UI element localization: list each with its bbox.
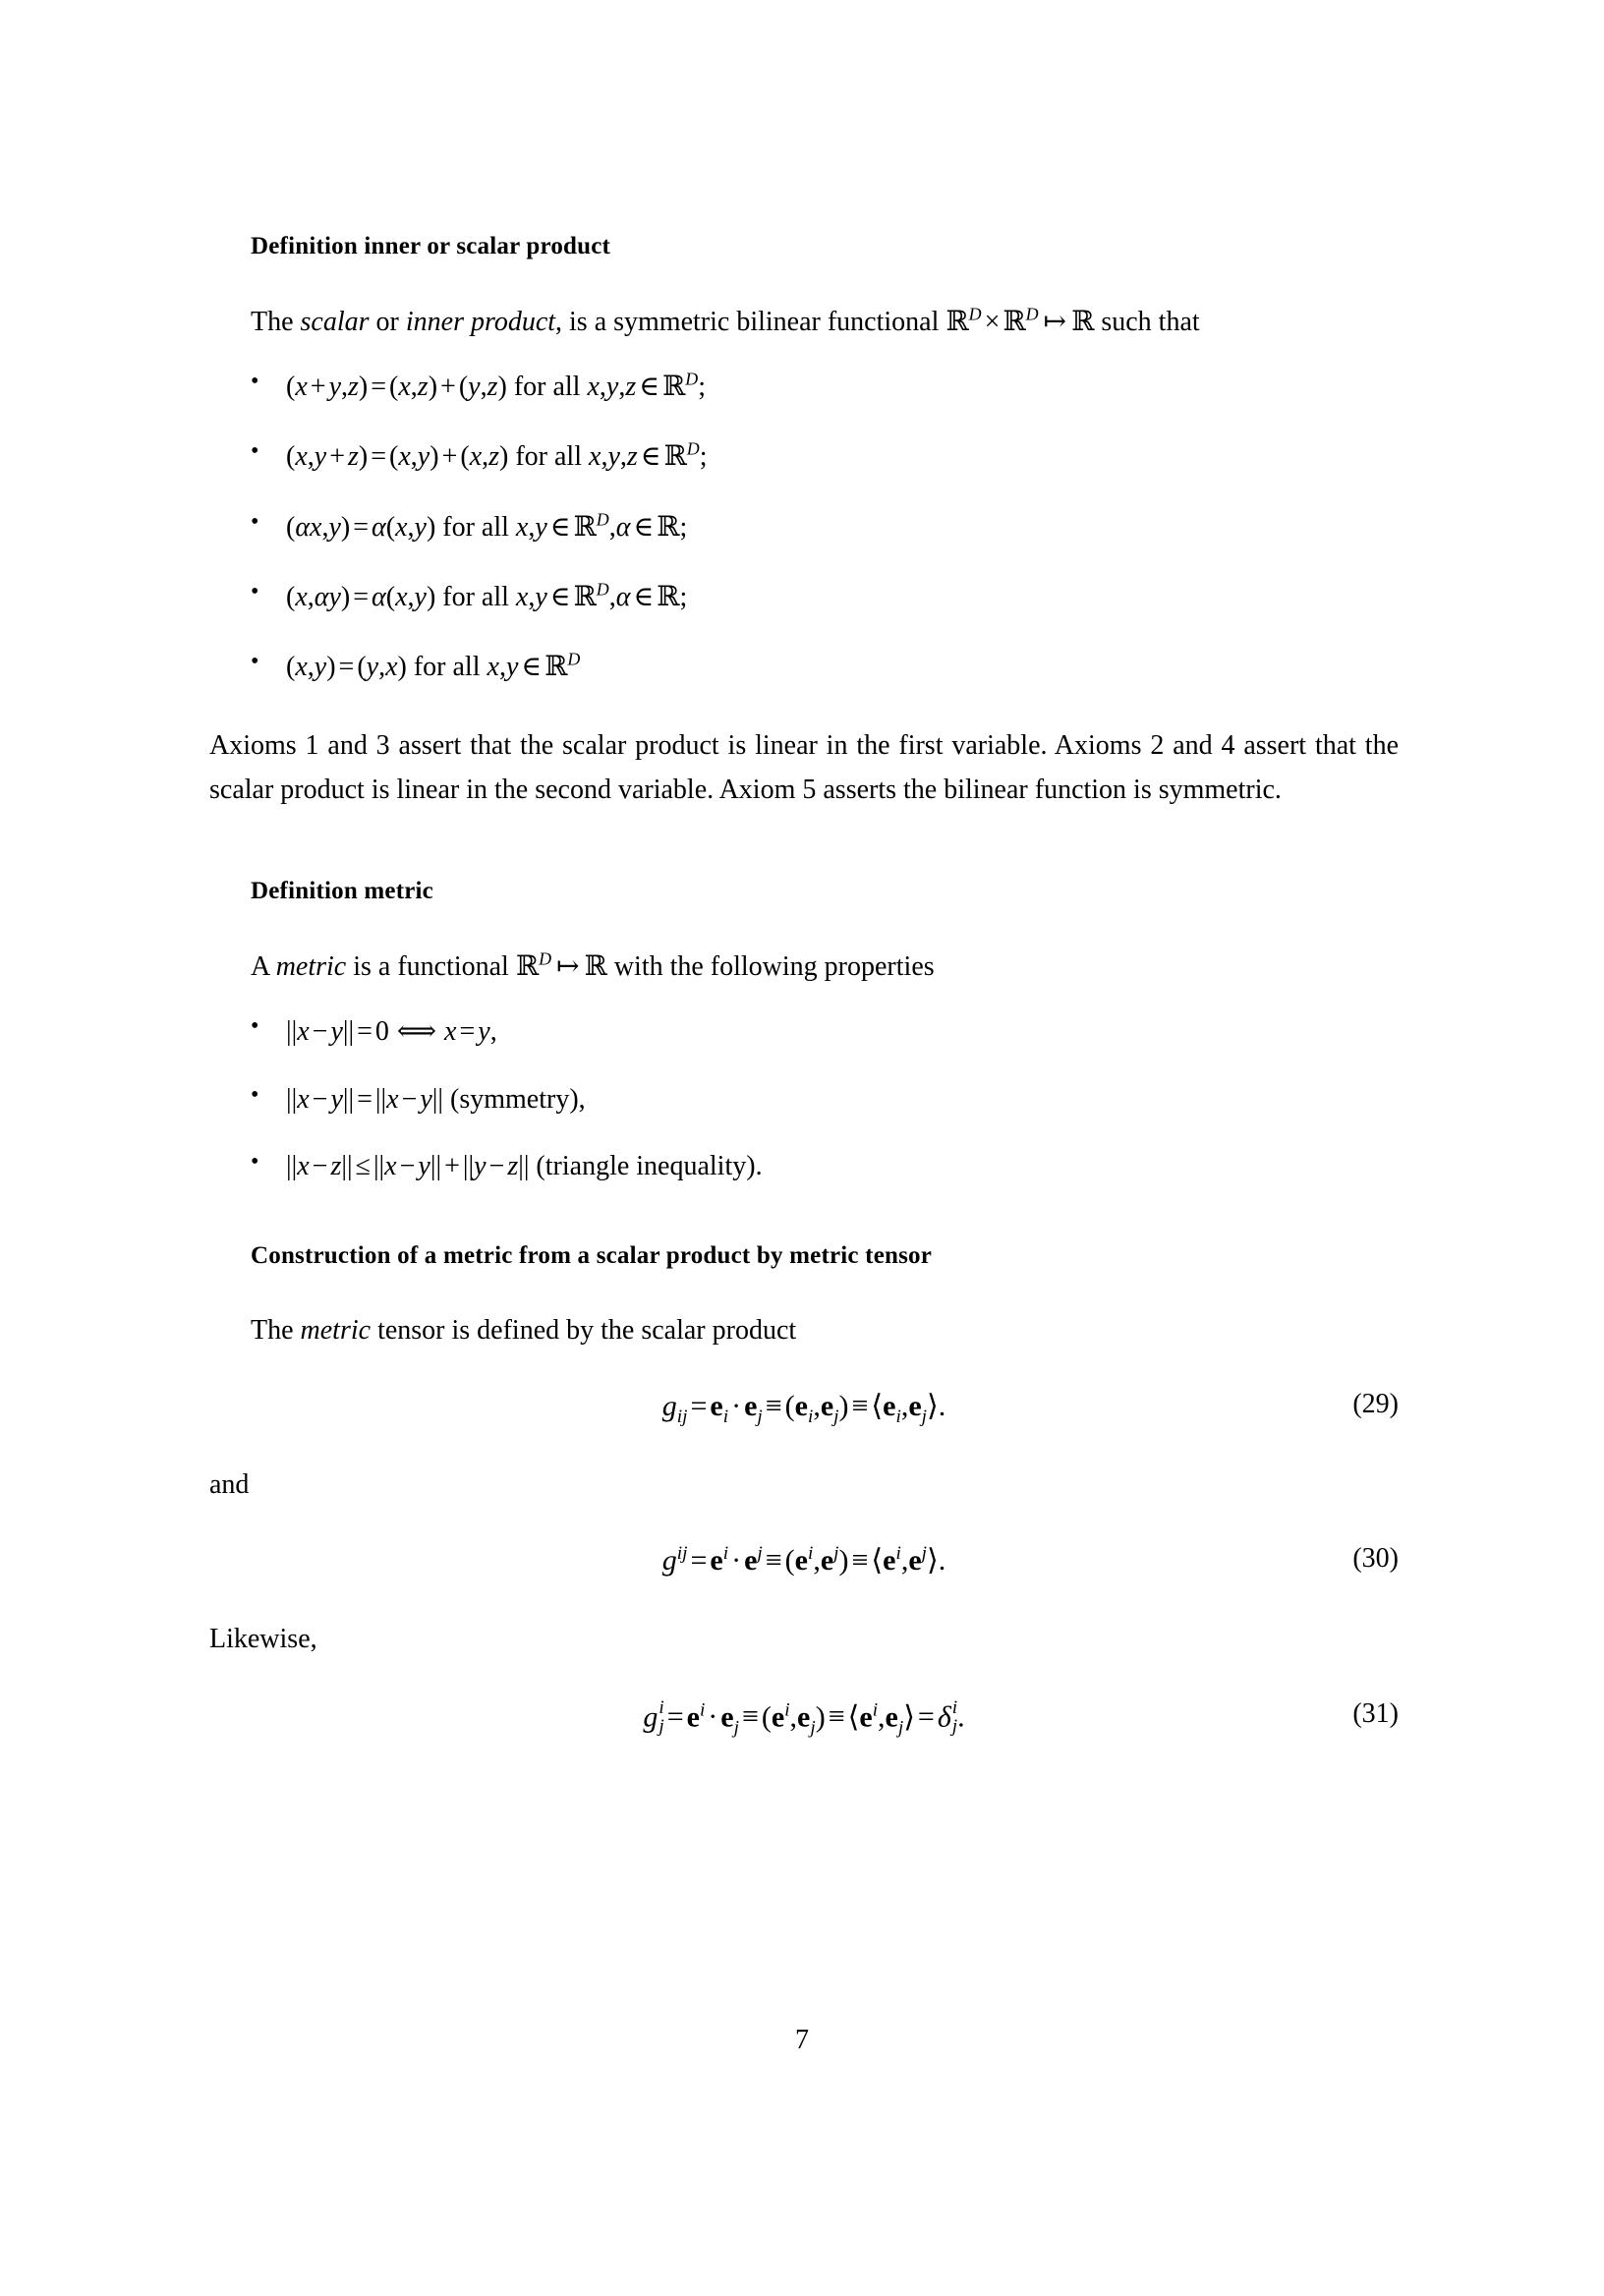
connector-likewise: Likewise,	[209, 1624, 317, 1655]
metric-lead-math: ℝ$^D$ ↦ ℝ	[515, 949, 607, 983]
construction-lead-suffix: tensor is defined by the scalar product	[371, 1315, 797, 1347]
lead-italic-inner-product: inner product	[405, 307, 556, 337]
equation-31-body: g i j = $e^i \cdot e_j \equiv (e^i,e_j)$ ≡ $⟨e^i,e_j⟩ = \delta$ i j .	[643, 1696, 965, 1739]
lead-italic-scalar: scalar	[300, 307, 370, 337]
lead-prefix: The	[251, 307, 301, 337]
metric-property-list	[209, 1013, 1399, 1184]
construction-lead-prefix: The	[251, 1315, 301, 1347]
list-item: • ||x − y|| = 0 ⟺ x = y,	[209, 1013, 1399, 1050]
metric-lead-mid: is a functional	[346, 951, 516, 983]
list-item: • ||x − z|| ≤ ||x − y|| + ||y − z|| (triangle inequality).	[209, 1149, 1399, 1184]
page-content	[209, 232, 1399, 1748]
inner-product-lead-paragraph	[251, 303, 1399, 341]
metric-lead-suffix: with the following properties	[606, 951, 935, 983]
lead-math-expression: ℝ$^D$ × ℝ$^D$ ↦ ℝ	[945, 304, 1095, 337]
equation-29-row	[209, 1389, 1399, 1438]
list-item: • ||x − y|| = ||x − y|| (symmetry),	[209, 1082, 1399, 1118]
connector-and: and	[209, 1469, 250, 1501]
equation-31-row	[209, 1698, 1399, 1748]
heading-construction-metric-tensor: Construction of a metric from a scalar product by metric tensor	[251, 1242, 933, 1270]
construction-lead-italic: metric	[300, 1315, 372, 1347]
lead-suffix: , is a symmetric bilinear functional	[555, 307, 940, 337]
metric-lead-prefix: A	[251, 951, 276, 983]
heading-definition-inner-product: Definition inner or scalar product	[251, 233, 611, 259]
equation-30-number: (30)	[1352, 1543, 1399, 1575]
metric-lead-italic: metric	[275, 951, 347, 983]
list-item: • (x,y) = (y,x) for all x,y ∈ ℝ$^D$	[209, 649, 1399, 685]
list-item: • (αx,y) = α(x,y) for all x,y ∈ ℝ$^D$,α ∈ ℝ;	[209, 509, 1399, 545]
equation-29-body: $g_{ij} = e_i \cdot e_j \equiv (e_i,e_j)$ ≡ $⟨e_i,e_j⟩$.	[661, 1390, 946, 1428]
axioms-explanation-paragraph: Axioms 1 and 3 assert that the scalar product is linear in the first variable. Axioms 2 and 4 assert that the scalar product is linear in the second variable. Axiom 5 asserts the bilinear function is symmetric.	[209, 729, 1399, 806]
equation-29-number: (29)	[1352, 1389, 1399, 1420]
equation-31-number: (31)	[1352, 1697, 1399, 1729]
list-item: • (x,y + z) = (x,y) + (x,z) for all x,y,z ∈ ℝ$^D$;	[209, 438, 1399, 475]
lead-mid: or	[369, 307, 406, 337]
construction-lead-paragraph	[251, 1312, 1399, 1349]
equation-30-row	[209, 1543, 1399, 1592]
inner-product-axiom-list	[209, 369, 1399, 686]
lead-end: such that	[1101, 307, 1200, 337]
metric-lead-paragraph	[251, 947, 1399, 986]
heading-definition-metric: Definition metric	[251, 878, 433, 905]
list-item: • (x,αy) = α(x,y) for all x,y ∈ ℝ$^D$,α ∈ ℝ;	[209, 579, 1399, 615]
equation-30-body: $g^{ij} = e^i \cdot e^j \equiv (e^i,e^j)$ ≡ $⟨e^i,e^j⟩$.	[661, 1543, 946, 1578]
list-item: • (x + y,z) = (x,z) + (y,z) for all x,y,z ∈ ℝ$^D$;	[209, 369, 1399, 405]
page-number: 7	[795, 2025, 809, 2055]
